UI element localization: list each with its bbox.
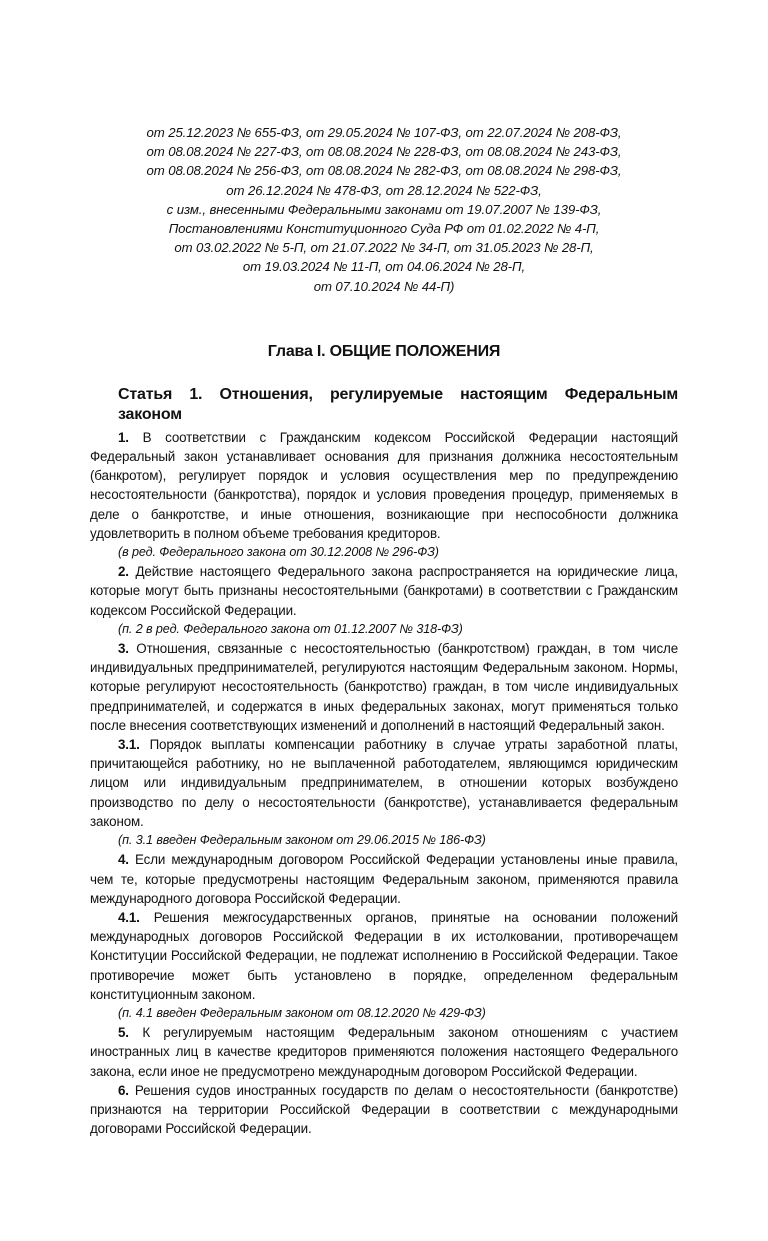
amendment-line: от 25.12.2023 № 655-ФЗ, от 29.05.2024 № 107-ФЗ, от 22.07.2024 № 208-ФЗ, [146, 125, 622, 140]
paragraph-text: Решения межгосударственных органов, принятые на основании положений международных договоров Российской Федерации в их истолковании, противоречащем Конституции Российской Федерации, не подлежат исполнению в Российской Федерации. Такое противоречие может быть установлено в порядке, определенном федеральным конституционным законом. [90, 909, 679, 1002]
amendment-line: от 08.08.2024 № 227-ФЗ, от 08.08.2024 № 228-ФЗ, от 08.08.2024 № 243-ФЗ, [146, 144, 622, 160]
paragraph-number: 2. [118, 564, 129, 580]
document-page [90, 123, 678, 1138]
paragraph-text: В соответствии с Гражданским кодексом Российской Федерации настоящий Федеральный закон устанавливает основания для признания должника несостоятельным (банкротом), регулирует порядок и условия осуществления мер по предупреждению несостоятельности (банкротства), порядок и условия проведения процедур, применяемых в деле о банкротстве, и иные отношения, возникающие при неспособности должника удовлетворить в полном объеме требования кредиторов. [90, 429, 678, 541]
amendment-line: от 03.02.2022 № 5-П, от 21.07.2022 № 34-П, от 31.05.2023 № 28-П, [174, 240, 594, 256]
amendment-line: от 08.08.2024 № 256-ФЗ, от 08.08.2024 № 282-ФЗ, от 08.08.2024 № 298-ФЗ, [146, 163, 622, 179]
paragraph-text: Если международным договором Российской Федерации установлены иные правила, чем те, которые предусмотрены настоящим Федеральным законом, применяются правила международного договора Российской Федерации. [90, 852, 678, 906]
amendment-note: (в ред. Федерального закона от 30.12.2008 № 296-ФЗ) [118, 545, 439, 560]
paragraph-6 [90, 1081, 678, 1139]
paragraph-4 [90, 850, 678, 908]
amendment-line: с изм., внесенными Федеральными законами от 19.07.2007 № 139-ФЗ, [166, 201, 602, 217]
paragraph-3 [90, 639, 678, 735]
paragraph-text: Отношения, связанные с несостоятельностью (банкротством) граждан, в том числе индивидуальных предпринимателей, регулируются настоящим Федеральным законом. Нормы, которые регулируют несостоятельность (банкротство) граждан, в том числе индивидуальных предпринимателей, и содержатся в иных федеральных законах, могут применяться только после внесения соответствующих изменений и дополнений в настоящий Федеральный закон. [90, 641, 678, 733]
amendments-list [90, 123, 678, 296]
amendment-note: (п. 3.1 введен Федеральным законом от 29.06.2015 № 186-ФЗ) [118, 833, 486, 848]
amendment-line: от 19.03.2024 № 11-П, от 04.06.2024 № 28-П, [242, 259, 526, 275]
paragraph-1 [90, 428, 678, 543]
paragraph-number: 1. [118, 429, 129, 445]
article-title: Статья 1. Отношения, регулируемые настоящим Федеральным законом [118, 385, 678, 423]
amendment-note: (п. 2 в ред. Федерального закона от 01.12.2007 № 318-ФЗ) [118, 621, 463, 636]
amendment-note: (п. 4.1 введен Федеральным законом от 08.12.2020 № 429-ФЗ) [118, 1005, 486, 1020]
paragraph-text: Решения судов иностранных государств по делам о несостоятельности (банкротстве) признаются на территории Российской Федерации в соответствии с международными договорами Российской Федерации. [90, 1082, 679, 1137]
amendment-line: Постановлениями Конституционного Суда РФ от 01.02.2022 № 4-П, [168, 221, 600, 237]
paragraph-number: 4.1. [118, 909, 140, 925]
amendment-line: от 26.12.2024 № 478-ФЗ, от 28.12.2024 № 522-ФЗ, [226, 182, 542, 198]
paragraph-text: К регулируемым настоящим Федеральным законом отношениям с участием иностранных лиц в качестве кредиторов применяются положения настоящего Федерального закона, если иное не предусмотрено международным договором Российской Федерации. [90, 1025, 678, 1079]
paragraph-number: 3. [118, 641, 129, 657]
paragraph-3-1 [90, 735, 678, 831]
paragraph-number: 6. [118, 1082, 129, 1098]
paragraph-text: Порядок выплаты компенсации работнику в случае утраты заработной платы, причитающейся работнику, но не выплаченной работодателем, являющимся юридическим лицом или индивидуальным предпринимателем, в отношении которых возбуждено производство по делу о несостоятельности (банкротстве), устанавливается федеральным законом. [90, 737, 678, 829]
paragraph-5 [90, 1023, 678, 1081]
article-body [90, 428, 678, 1139]
paragraph-number: 4. [118, 852, 129, 868]
amendment-line: от 07.10.2024 № 44-П) [313, 278, 455, 294]
paragraph-number: 3.1. [118, 737, 140, 753]
paragraph-number: 5. [118, 1025, 129, 1041]
paragraph-4-1 [90, 908, 678, 1004]
paragraph-text: Действие настоящего Федерального закона распространяется на юридические лица, которые могут быть признаны несостоятельными (банкротами) в соответствии с Гражданским кодексом Российской Федерации. [90, 564, 678, 618]
chapter-title: Глава I. ОБЩИЕ ПОЛОЖЕНИЯ [267, 342, 501, 360]
paragraph-2 [90, 562, 678, 620]
